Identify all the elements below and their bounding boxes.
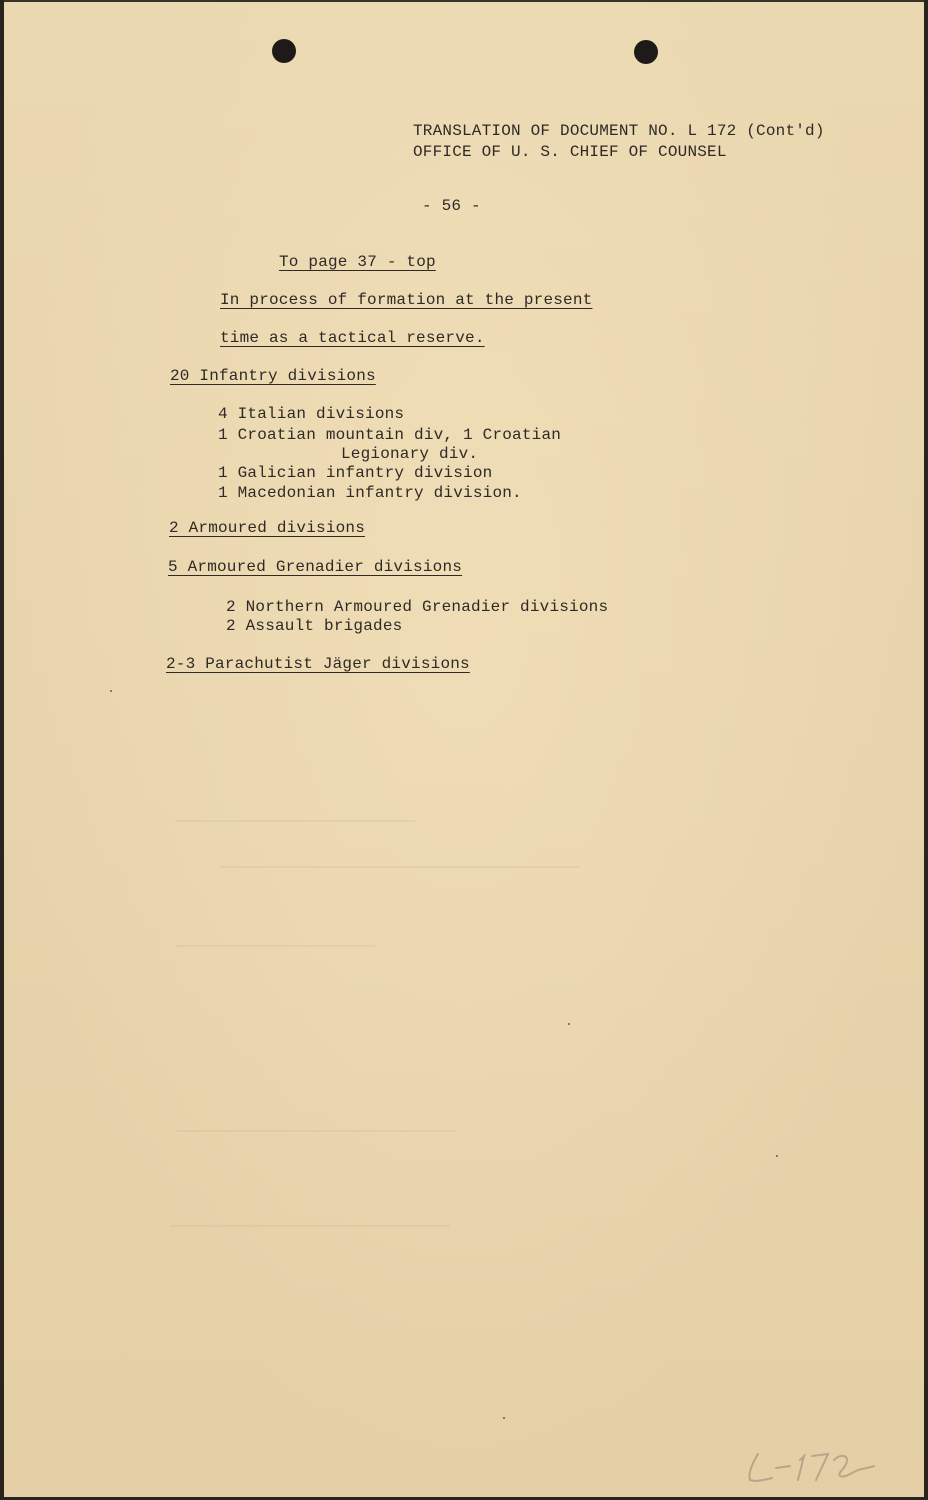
process-line-1: In process of formation at the present [220,291,593,309]
punch-hole-right [634,40,658,64]
infantry-item: 1 Galician infantry division [218,464,493,482]
to-page-reference: To page 37 - top [279,253,436,271]
infantry-item: 1 Croatian mountain div, 1 Croatian [218,426,562,444]
page-right-edge [924,0,928,1500]
process-line-2: time as a tactical reserve. [220,329,485,347]
grenadier-item: 2 Assault brigades [226,617,403,635]
grenadier-item: 2 Northern Armoured Grenadier divisions [226,598,609,616]
paper-speck [776,1155,778,1157]
handwritten-document-mark [742,1440,882,1490]
page-top-edge [0,0,928,2]
punch-hole-left [272,39,296,63]
document-header-line1: TRANSLATION OF DOCUMENT NO. L 172 (Cont'd) [413,122,825,140]
parachutist-heading: 2-3 Parachutist Jäger divisions [166,655,470,673]
infantry-item: 4 Italian divisions [218,405,405,423]
bleed-through-mark [170,1225,450,1227]
bleed-through-mark [220,866,580,868]
bleed-through-mark [175,1130,455,1132]
page-left-edge [0,0,4,1500]
page-number: - 56 - [422,197,481,215]
paper-speck [503,1417,505,1419]
paper-speck [110,690,112,692]
document-header-line2: OFFICE OF U. S. CHIEF OF COUNSEL [413,143,727,161]
infantry-heading: 20 Infantry divisions [170,367,376,385]
armoured-heading: 2 Armoured divisions [169,519,366,537]
infantry-item-continuation: Legionary div. [341,445,479,463]
grenadier-heading: 5 Armoured Grenadier divisions [168,558,463,576]
infantry-item: 1 Macedonian infantry division. [218,484,522,502]
paper-speck [568,1023,570,1025]
bleed-through-mark [175,945,375,947]
bleed-through-mark [175,820,415,822]
